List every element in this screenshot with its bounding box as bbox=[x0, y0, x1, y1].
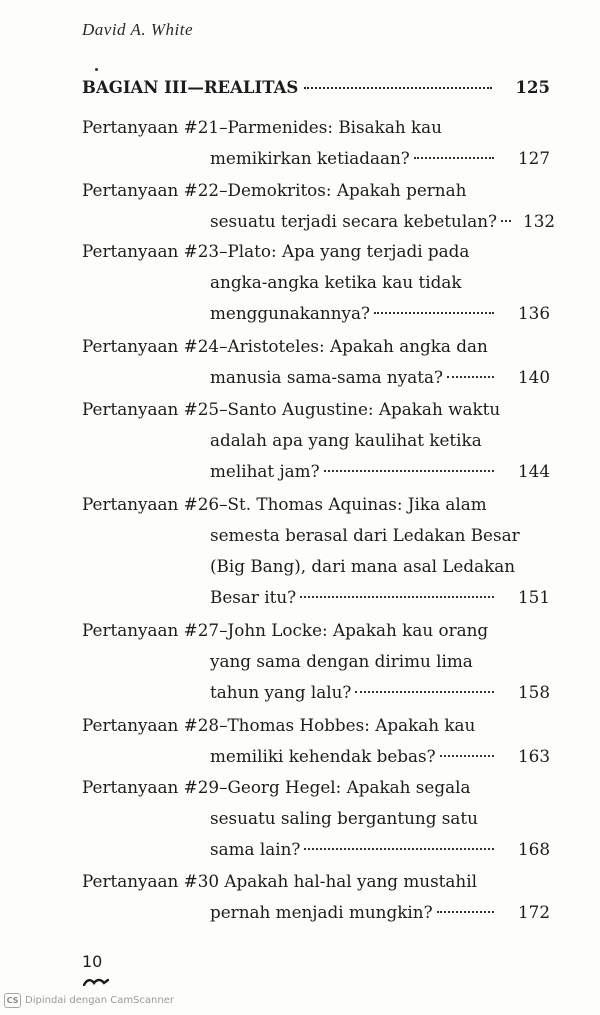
toc-entry-line bbox=[82, 803, 550, 834]
toc-page-number: 136 bbox=[517, 303, 550, 323]
dot-leader bbox=[374, 311, 494, 314]
toc-entry-line bbox=[82, 456, 550, 487]
toc-entry-text: Pertanyaan #27–John Locke: Apakah kau orang bbox=[82, 620, 489, 640]
toc-entry-line bbox=[82, 710, 550, 741]
toc-entry-line bbox=[82, 646, 550, 677]
toc-entry-text: sesuatu terjadi secara kebetulan? bbox=[210, 211, 498, 231]
toc-entry-text: pernah menjadi mungkin? bbox=[210, 902, 433, 922]
toc-entry-text: angka-angka ketika kau tidak bbox=[210, 272, 462, 292]
toc-entry-line bbox=[82, 298, 550, 329]
toc-entry-text: menggunakannya? bbox=[210, 303, 371, 323]
section-heading bbox=[82, 78, 550, 102]
toc-entry-text: Pertanyaan #23–Plato: Apa yang terjadi pada bbox=[82, 241, 470, 261]
dot-leader bbox=[300, 595, 494, 598]
toc-entry-text: Pertanyaan #26–St. Thomas Aquinas: Jika alam bbox=[82, 494, 487, 514]
toc-page-number: 140 bbox=[517, 367, 550, 387]
toc-entry-line bbox=[82, 741, 550, 772]
toc-entry-text: (Big Bang), dari mana asal Ledakan bbox=[210, 556, 516, 576]
toc-entry-line bbox=[82, 834, 550, 865]
ornament-icon bbox=[83, 978, 109, 986]
toc-entry-line bbox=[82, 489, 550, 520]
section-title: BAGIAN III—REALITAS bbox=[82, 78, 299, 97]
toc-entry-line bbox=[82, 425, 550, 456]
toc-entry-text: sesuatu saling bergantung satu bbox=[210, 808, 478, 828]
toc-entry-line bbox=[82, 394, 550, 425]
toc-entry-text: semesta berasal dari Ledakan Besar bbox=[210, 525, 520, 545]
dot-leader bbox=[501, 219, 511, 222]
toc-entry-text: Pertanyaan #21–Parmenides: Bisakah kau bbox=[82, 117, 442, 137]
toc-entry-text: adalah apa yang kaulihat ketika bbox=[210, 430, 482, 450]
toc-entry-text: Pertanyaan #22–Demokritos: Apakah pernah bbox=[82, 180, 467, 200]
toc-entry-line bbox=[82, 175, 550, 206]
toc-entry-text: melihat jam? bbox=[210, 461, 320, 481]
toc-entry-line bbox=[82, 112, 550, 143]
camscanner-logo: CS bbox=[4, 993, 21, 1008]
toc-entry-line bbox=[82, 236, 550, 267]
toc-entry-line bbox=[82, 362, 550, 393]
toc-entry[interactable] bbox=[82, 615, 550, 708]
toc-entry-text: sama lain? bbox=[210, 839, 301, 859]
toc-entry-line bbox=[82, 206, 556, 237]
toc-entry-line bbox=[82, 615, 550, 646]
scanner-watermark bbox=[4, 993, 174, 1008]
toc-entry-text: tahun yang lalu? bbox=[210, 682, 352, 702]
dot-leader bbox=[324, 469, 494, 472]
toc-entry-line bbox=[82, 582, 550, 613]
toc-entry-text: Besar itu? bbox=[210, 587, 297, 607]
toc-entry[interactable] bbox=[82, 236, 550, 329]
toc-page-number: 127 bbox=[517, 148, 550, 168]
toc-page-number: 163 bbox=[517, 746, 550, 766]
section-page-number: 125 bbox=[515, 78, 550, 97]
toc-entry[interactable] bbox=[82, 394, 550, 487]
toc-entry-text: Pertanyaan #24–Aristoteles: Apakah angka dan bbox=[82, 336, 488, 356]
toc-entry-line bbox=[82, 772, 550, 803]
toc-entry[interactable] bbox=[82, 772, 550, 865]
toc-entry-line bbox=[82, 866, 550, 897]
toc-page-number: 168 bbox=[517, 839, 550, 859]
dot-leader bbox=[437, 910, 494, 913]
toc-page-number: 151 bbox=[517, 587, 550, 607]
dot-leader bbox=[304, 847, 494, 850]
toc-entry[interactable] bbox=[82, 175, 556, 237]
page-folio: 10 bbox=[82, 952, 103, 971]
toc-entry-line bbox=[82, 897, 550, 928]
toc-entry-text: Pertanyaan #25–Santo Augustine: Apakah waktu bbox=[82, 399, 501, 419]
toc-page-number: 144 bbox=[517, 461, 550, 481]
running-head: David A. White bbox=[82, 20, 194, 39]
dot-leader bbox=[440, 754, 494, 757]
toc-entry[interactable] bbox=[82, 112, 550, 174]
toc-entry[interactable] bbox=[82, 489, 550, 613]
toc-entry-line bbox=[82, 331, 550, 362]
toc-entry-text: manusia sama-sama nyata? bbox=[210, 367, 443, 387]
dot-leader bbox=[304, 86, 492, 89]
toc-page-number: 158 bbox=[517, 682, 550, 702]
toc-entry[interactable] bbox=[82, 710, 550, 772]
toc-entry[interactable] bbox=[82, 331, 550, 393]
dot-leader bbox=[355, 690, 494, 693]
toc-entry-text: Pertanyaan #28–Thomas Hobbes: Apakah kau bbox=[82, 715, 476, 735]
toc-entry-text: memiliki kehendak bebas? bbox=[210, 746, 436, 766]
toc-page-number: 132 bbox=[523, 211, 556, 231]
toc-entry-line bbox=[82, 520, 550, 551]
toc-page-number: 172 bbox=[517, 902, 550, 922]
stray-mark bbox=[95, 68, 98, 71]
toc-entry-text: Pertanyaan #30 Apakah hal-hal yang mustahil bbox=[82, 871, 477, 891]
toc-entry-text: yang sama dengan dirimu lima bbox=[210, 651, 473, 671]
toc-entry-line bbox=[82, 677, 550, 708]
toc-entry-line bbox=[82, 143, 550, 174]
toc-entry-line bbox=[82, 267, 550, 298]
toc-entry-text: memikirkan ketiadaan? bbox=[210, 148, 410, 168]
watermark-text: Dipindai dengan CamScanner bbox=[25, 995, 174, 1006]
dot-leader bbox=[414, 156, 494, 159]
toc-entry-text: Pertanyaan #29–Georg Hegel: Apakah segala bbox=[82, 777, 471, 797]
toc-entry-line bbox=[82, 551, 550, 582]
toc-entry[interactable] bbox=[82, 866, 550, 928]
dot-leader bbox=[447, 375, 494, 378]
